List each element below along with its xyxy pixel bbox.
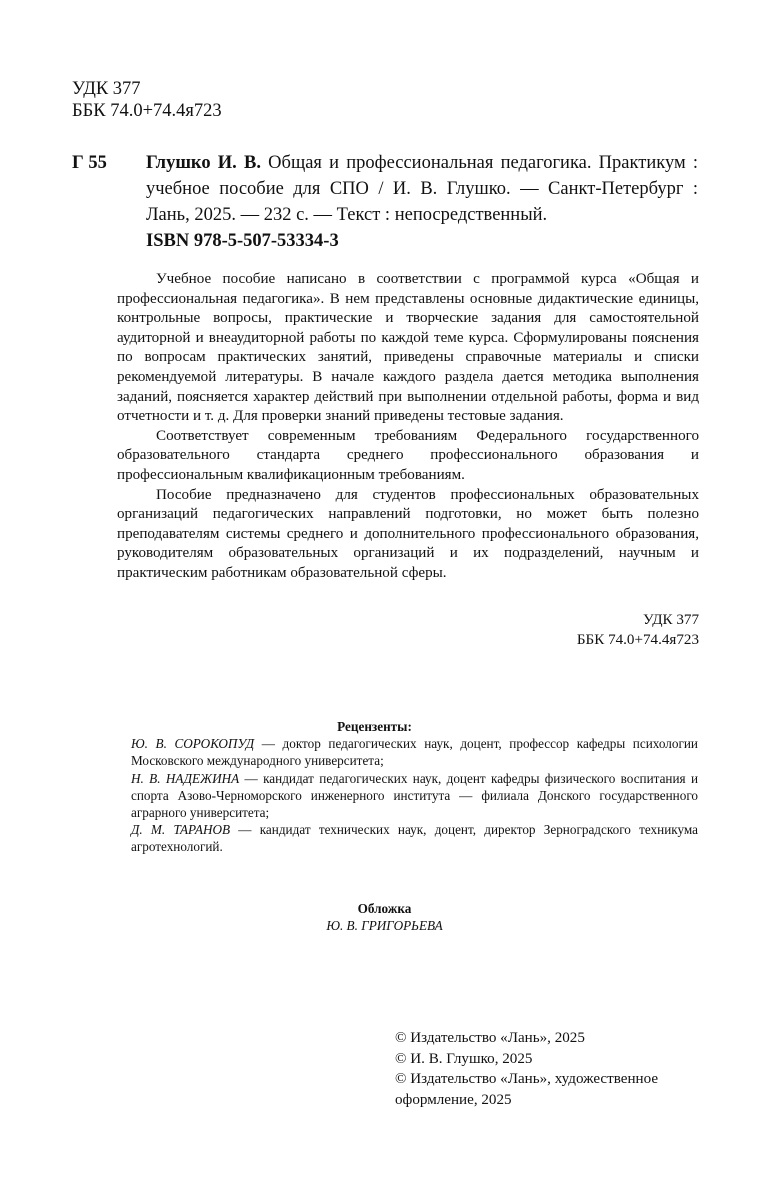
author-name: Глушко И. В. [146, 153, 261, 173]
reviewers-heading: Рецензенты: [337, 719, 412, 734]
annotation [117, 270, 699, 584]
reviewers-block [131, 718, 698, 856]
cover-credit [0, 900, 769, 934]
copyright-block [395, 1028, 695, 1110]
top-classification [72, 78, 222, 122]
isbn: ISBN 978-5-507-53334-3 [146, 231, 339, 251]
bottom-classification [577, 611, 699, 650]
cover-designer: Ю. В. ГРИГОРЬЕВА [326, 918, 443, 934]
annotation-paragraph: Пособие предназначено для студентов профессиональных образовательных организаций педагогических направлений подготовки, но может быть полезно преподавателям системы среднего и дополнительного профессионального образования, руководителям образовательных организаций и их подразделений, научным и практическим работникам образовательной сферы. [117, 486, 699, 581]
bbk-code: ББК 74.0+74.4я723 [576, 631, 699, 648]
reviewer-name: Ю. В. СОРОКОПУД [131, 736, 255, 752]
reviewer-credentials: — доктор педагогических наук, доцент, профессор кафедры психологии Московского международного университета; [131, 736, 698, 769]
udk-code: УДК 377 [72, 79, 141, 99]
cover-heading: Обложка [357, 901, 412, 916]
copyright-line: © Издательство «Лань», 2025 [395, 1030, 585, 1046]
reviewer-name: Н. В. НАДЕЖИНА [131, 770, 240, 786]
reviewer-name: Д. М. ТАРАНОВ [131, 822, 231, 838]
reviewer-entry [131, 735, 698, 769]
reviewer-entry [131, 770, 698, 822]
reviewer-entry [131, 821, 698, 855]
annotation-paragraph: Учебное пособие написано в соответствии с программой курса «Общая и профессиональная педагогика». В нем представлены основные дидактические единицы, контрольные вопросы, практические и творческие задания для самостоятельной аудиторной и внеаудиторной работы по каждой теме курса. Сформулированы пояснения по вопросам практических занятий, приведены справочные материалы и списки рекомендуемой литературы. В начале каждого раздела дается методика выполнения заданий, поясняется характер действий при выполнении отдельной работы, форма и вид отчетности и т. д. Для проверки знаний приведены тестовые задания. [117, 271, 699, 425]
udk-code: УДК 377 [643, 612, 699, 628]
annotation-paragraph: Соответствует современным требованиям Федерального государственного образовательного стандарта среднего профессионального образования и профессиональным квалификационным требованиям. [117, 427, 699, 483]
reviewer-credentials: — кандидат технических наук, доцент, директор Зерноградского техникума агротехнологий. [131, 822, 698, 855]
copyright-line: © Издательство «Лань», художественное оформление, 2025 [395, 1071, 659, 1108]
bibliographic-record [72, 150, 698, 228]
record-description: Общая и профессиональная педагогика. Практикум : учебное пособие для СПО / И. В. Глушко. — Санкт-Петербург : Лань, 2025. — 232 с. — Текст : непосредственный. [146, 153, 699, 225]
bbk-code: ББК 74.0+74.4я723 [72, 101, 222, 121]
reviewer-credentials: — кандидат педагогических наук, доцент кафедры физического воспитания и спорта Азово-Черноморского инженерного института — филиала Донского государственного аграрного университета; [131, 770, 699, 821]
copyright-line: © И. В. Глушко, 2025 [395, 1050, 533, 1067]
bibliographic-description [146, 150, 698, 228]
author-sign: Г 55 [72, 153, 107, 173]
